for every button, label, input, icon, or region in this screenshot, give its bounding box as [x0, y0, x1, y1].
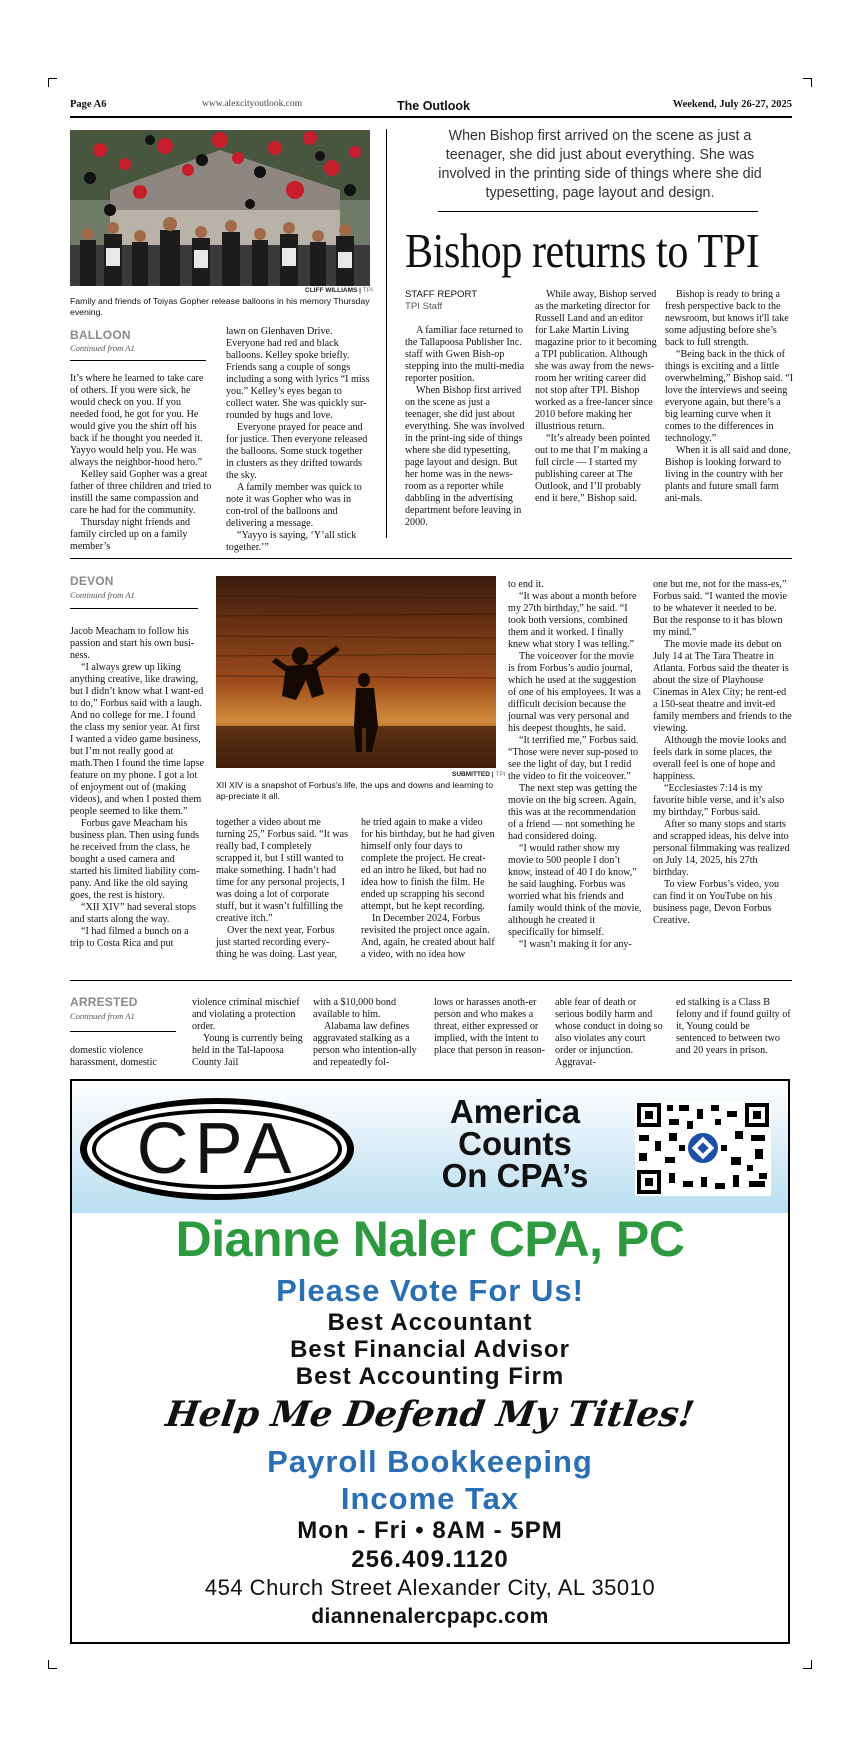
crop-mark	[803, 1660, 812, 1669]
beach-silhouette-photo-icon	[216, 576, 496, 768]
column-divider	[386, 129, 387, 538]
bishop-column-3: Bishop is ready to bring a fresh perspective back to the newsroom, but knows it'll take some adjusting before she’s back to full strength. “Being back in the thick of things is exciting and a little overwhelming,” Bishop said. “I love the interviews and seeing everyone again, but there’s a big learning curve when it comes to the differences in technology.” When it is all said and done, Bishop is looking forward to living in the country with her plants and future small farm ani-mals.	[665, 289, 794, 504]
crop-mark	[803, 78, 812, 87]
cpa-advertisement[interactable]	[70, 1079, 790, 1644]
photo-credit: SUBMITTED | TPI	[452, 771, 506, 778]
issue-date: Weekend, July 26-27, 2025	[672, 99, 792, 110]
kicker-devon: DEVON	[70, 574, 114, 588]
kicker-rule	[70, 1031, 176, 1032]
devon-column-3: he tried again to make a video for his birthday, but he had given himself only four days to complete the project. He creat-ed an intro he liked, but had no idea how to finish the film. He ended up scrapping his second attempt, but he kept recording. In December 2024, Forbus revisited the project once again. And, again, he created about half a video, with no idea how	[361, 817, 495, 960]
firm-name: Dianne Naler CPA, PC	[175, 1211, 685, 1267]
photo-caption: Family and friends of Toiyas Gopher release balloons in his memory Thursday evening.	[70, 296, 370, 317]
continued-label: Continued from A1	[70, 343, 135, 353]
award-item: Best Accountant	[327, 1309, 533, 1336]
kicker-rule	[70, 608, 198, 609]
headline: Bishop returns to TPI	[405, 223, 760, 278]
byline: STAFF REPORT TPI Staff	[405, 289, 478, 312]
award-item: Best Accounting Firm	[295, 1363, 565, 1390]
devon-photo	[216, 576, 496, 768]
balloon-photo	[70, 130, 370, 286]
site-url: www.alexcityoutlook.com	[202, 99, 303, 109]
continued-label: Continued from A1	[70, 590, 135, 600]
bishop-column-1: A familiar face returned to the Tallapoosa Publisher Inc. staff with Gwen Bish-op stepping into the multi-media reporter position. When Bishop first arrived on the scene as just a teenager, she did just about everything. She was involved in the print-ing side of things where she did typesetting, page layout and design. But her home was in the news-room as a reporter while dabbling in the advertising department before leaving in 2000.	[405, 325, 525, 528]
award-item: Best Financial Advisor	[290, 1336, 570, 1363]
website-link[interactable]: diannenalercpapc.com	[311, 1605, 549, 1628]
page-header	[70, 99, 792, 115]
bishop-column-2: While away, Bishop served as the marketing director for Russell Land and an editor for Lake Martin Living magazine prior to it becoming a TPI publication. Although she was away from the news-room her writing career did not stop after TPI. Bishop worked as a free-lancer since 2010 before making her illustrious return. “It’s already been pointed out to me that I’m making a full circle — I started my publishing career at The Outlook, and I’ll probably end it here,” Bishop said.	[535, 289, 657, 504]
balloon-release-photo-icon	[70, 130, 370, 286]
kicker-arrested: ARRESTED	[70, 995, 138, 1009]
section-rule	[70, 558, 792, 559]
arrested-column-5: able fear of death or serious bodily harm and whose conduct in doing so also violates any court order or injunction. Aggravat-	[555, 997, 663, 1068]
balloon-column-2: lawn on Glenhaven Drive. Everyone had red and black balloons. Kelley spoke briefly. Friends sang a couple of songs including a song with lyrics “I miss you.” Kelley’s eyes began to collect water. She was quickly sur-rounded by hugs and love. Everyone prayed for peace and for justice. Then everyone released the balloons. Some stuck together in clusters as they drifted towards the sky. A family member was quick to note it was Gopher who was in con-trol of the balloons and delivering a message. “Yayyo is saying, ‘Y’all stick together.’”	[226, 326, 370, 553]
cpa-logo	[80, 1098, 354, 1200]
devon-column-2: together a video about me turning 25,” Forbus said. “It was really bad, I completely scrapped it, but I still wanted to make something. I hadn’t had time for any personal projects, I was doing a lot of corporate stuff, but it wasn’t fulfilling the creative itch.” Over the next year, Forbus just started recording every-thing he was doing. Last year,	[216, 817, 349, 960]
business-hours: Mon - Fri • 8AM - 5PM	[297, 1517, 563, 1544]
ad-slogan: America Counts On CPA’s	[441, 1093, 589, 1194]
arrested-column-3: with a $10,000 bond available to him. Alabama law defines aggravated stalking as a person who intention-ally and repeatedly fol-	[313, 997, 417, 1068]
pull-quote: When Bishop first arrived on the scene as just a teenager, she did just about everything. She was involved in the printing side of things where she did typesetting, page layout and design.	[438, 128, 762, 201]
section-rule	[70, 980, 792, 981]
paper-name: The Outlook	[397, 99, 470, 113]
kicker-balloon: BALLOON	[70, 328, 131, 342]
crop-mark	[48, 78, 57, 87]
phone-number[interactable]: 256.409.1120	[351, 1546, 509, 1573]
arrested-column-4: lows or harasses anoth-er person and who makes a threat, either expressed or implied, with the intent to place that person in reason-	[434, 997, 545, 1056]
service-item: Payroll Bookkeeping	[267, 1444, 593, 1479]
crop-mark	[48, 1660, 57, 1669]
header-rule	[70, 116, 792, 118]
arrested-column-1: domestic violence harassment, domestic	[70, 1045, 157, 1068]
cpa-logo-text: CPA	[136, 1109, 298, 1189]
qr-code-icon[interactable]	[635, 1101, 771, 1196]
service-item: Income Tax	[340, 1481, 520, 1516]
arrested-column-2: violence criminal mischief and violating a protection order. Young is currently being held in the Tal-lapoosa County Jail	[192, 997, 303, 1068]
continued-label: Continued from A1	[70, 1011, 135, 1021]
devon-column-4: to end it. “It was about a month before my 27th birthday,” he said. “I took both versions, combined them and it worked. I finally knew what story I was telling.” The voiceover for the movie is from Forbus’s audio journal, which he used at the suggestion of one of his employees. It was a difficult decision because the journal was very personal and his deepest thoughts, he said. “It terrified me,” Forbus said. “Those were never sup-posed to see the light of day, but I redid the video to fit the voiceover.” The next step was getting the movie on the big screen. Again, this was at the recommendation of a friend — not something he had considered doing. “I would rather show my movie to 500 people I don’t know, instead of 40 I do know,” he said laughing. Forbus was worried what his friends and family would think of the movie, although he created it specifically for himself. “I wasn’t making it for any-	[508, 579, 642, 950]
script-tagline: Help Me Defend My Titles!	[163, 1394, 697, 1435]
balloon-column-1: It’s where he learned to take care of others. If you were sick, he would check on you. If you needed food, he got for you. He would give you the shirt off his back if he thought you needed it. Yayyo would help you. He was always the neighbor-hood hero.” Kelley said Gopher was a great father of three children and tried to instill the same compassion and care he had for the community. Thursday night friends and family circled up on a family member’s	[70, 373, 212, 552]
vote-callout: Please Vote For Us!	[276, 1273, 584, 1308]
kicker-rule	[70, 360, 206, 361]
photo-credit: CLIFF WILLIAMS | TPI	[305, 287, 373, 294]
pull-quote-rule	[438, 211, 758, 212]
street-address: 454 Church Street Alexander City, AL 35010	[204, 1575, 656, 1600]
devon-column-5: one but me, not for the mass-es,” Forbus said. “I wanted the movie to be whatever it needed to be. But the response to it has blown my mind.” The movie made its debut on July 14 at The Tara Theatre in Atlanta. Forbus said the theater is about the size of Playhouse Cinemas in Alex City; he rent-ed a 150-seat theatre and invit-ed family members and friends to the viewing. Although the movie looks and feels dark in some places, the overall feel is one of hope and happiness. “Ecclesiastes 7:14 is my favorite bible verse, and it’s also my birthday,” Forbus said. After so many stops and starts and scrapped ideas, his delve into personal filmmaking was realized on July 14, 2025, his 27th birthday. To view Forbus’s video, you can find it on YouTube on his business page, Devon Forbus Creative.	[653, 579, 792, 926]
photo-caption: XII XIV is a snapshot of Forbus’s life, the ups and downs and learning to ap-preciate it all.	[216, 780, 494, 801]
arrested-column-6: ed stalking is a Class B felony and if found guilty of it, Young could be sentenced to between two and 20 years in prison.	[676, 997, 791, 1056]
page-number: Page A6	[70, 99, 107, 110]
devon-column-1: Jacob Meacham to follow his passion and start his own busi-ness. “I always grew up liking anything creative, like drawing, but I didn’t know what I want-ed to do,” Forbus said with a laugh. And no college for me. I found the class my senior year. At first I wanted a video game business, but I’m not really good at math.Then I found the time lapse feature on my phone. I got a lot of enjoyment out of (making videos), and when I posted them people seemed to like them.” Forbus gave Meacham his business plan. Then using funds he received from the class, he bought a used camera and started his limited liability com-pany. And like the old saying goes, the rest is history. “XII XIV” had several stops and starts along the way. “I had filmed a bunch on a trip to Costa Rica and put	[70, 626, 204, 949]
